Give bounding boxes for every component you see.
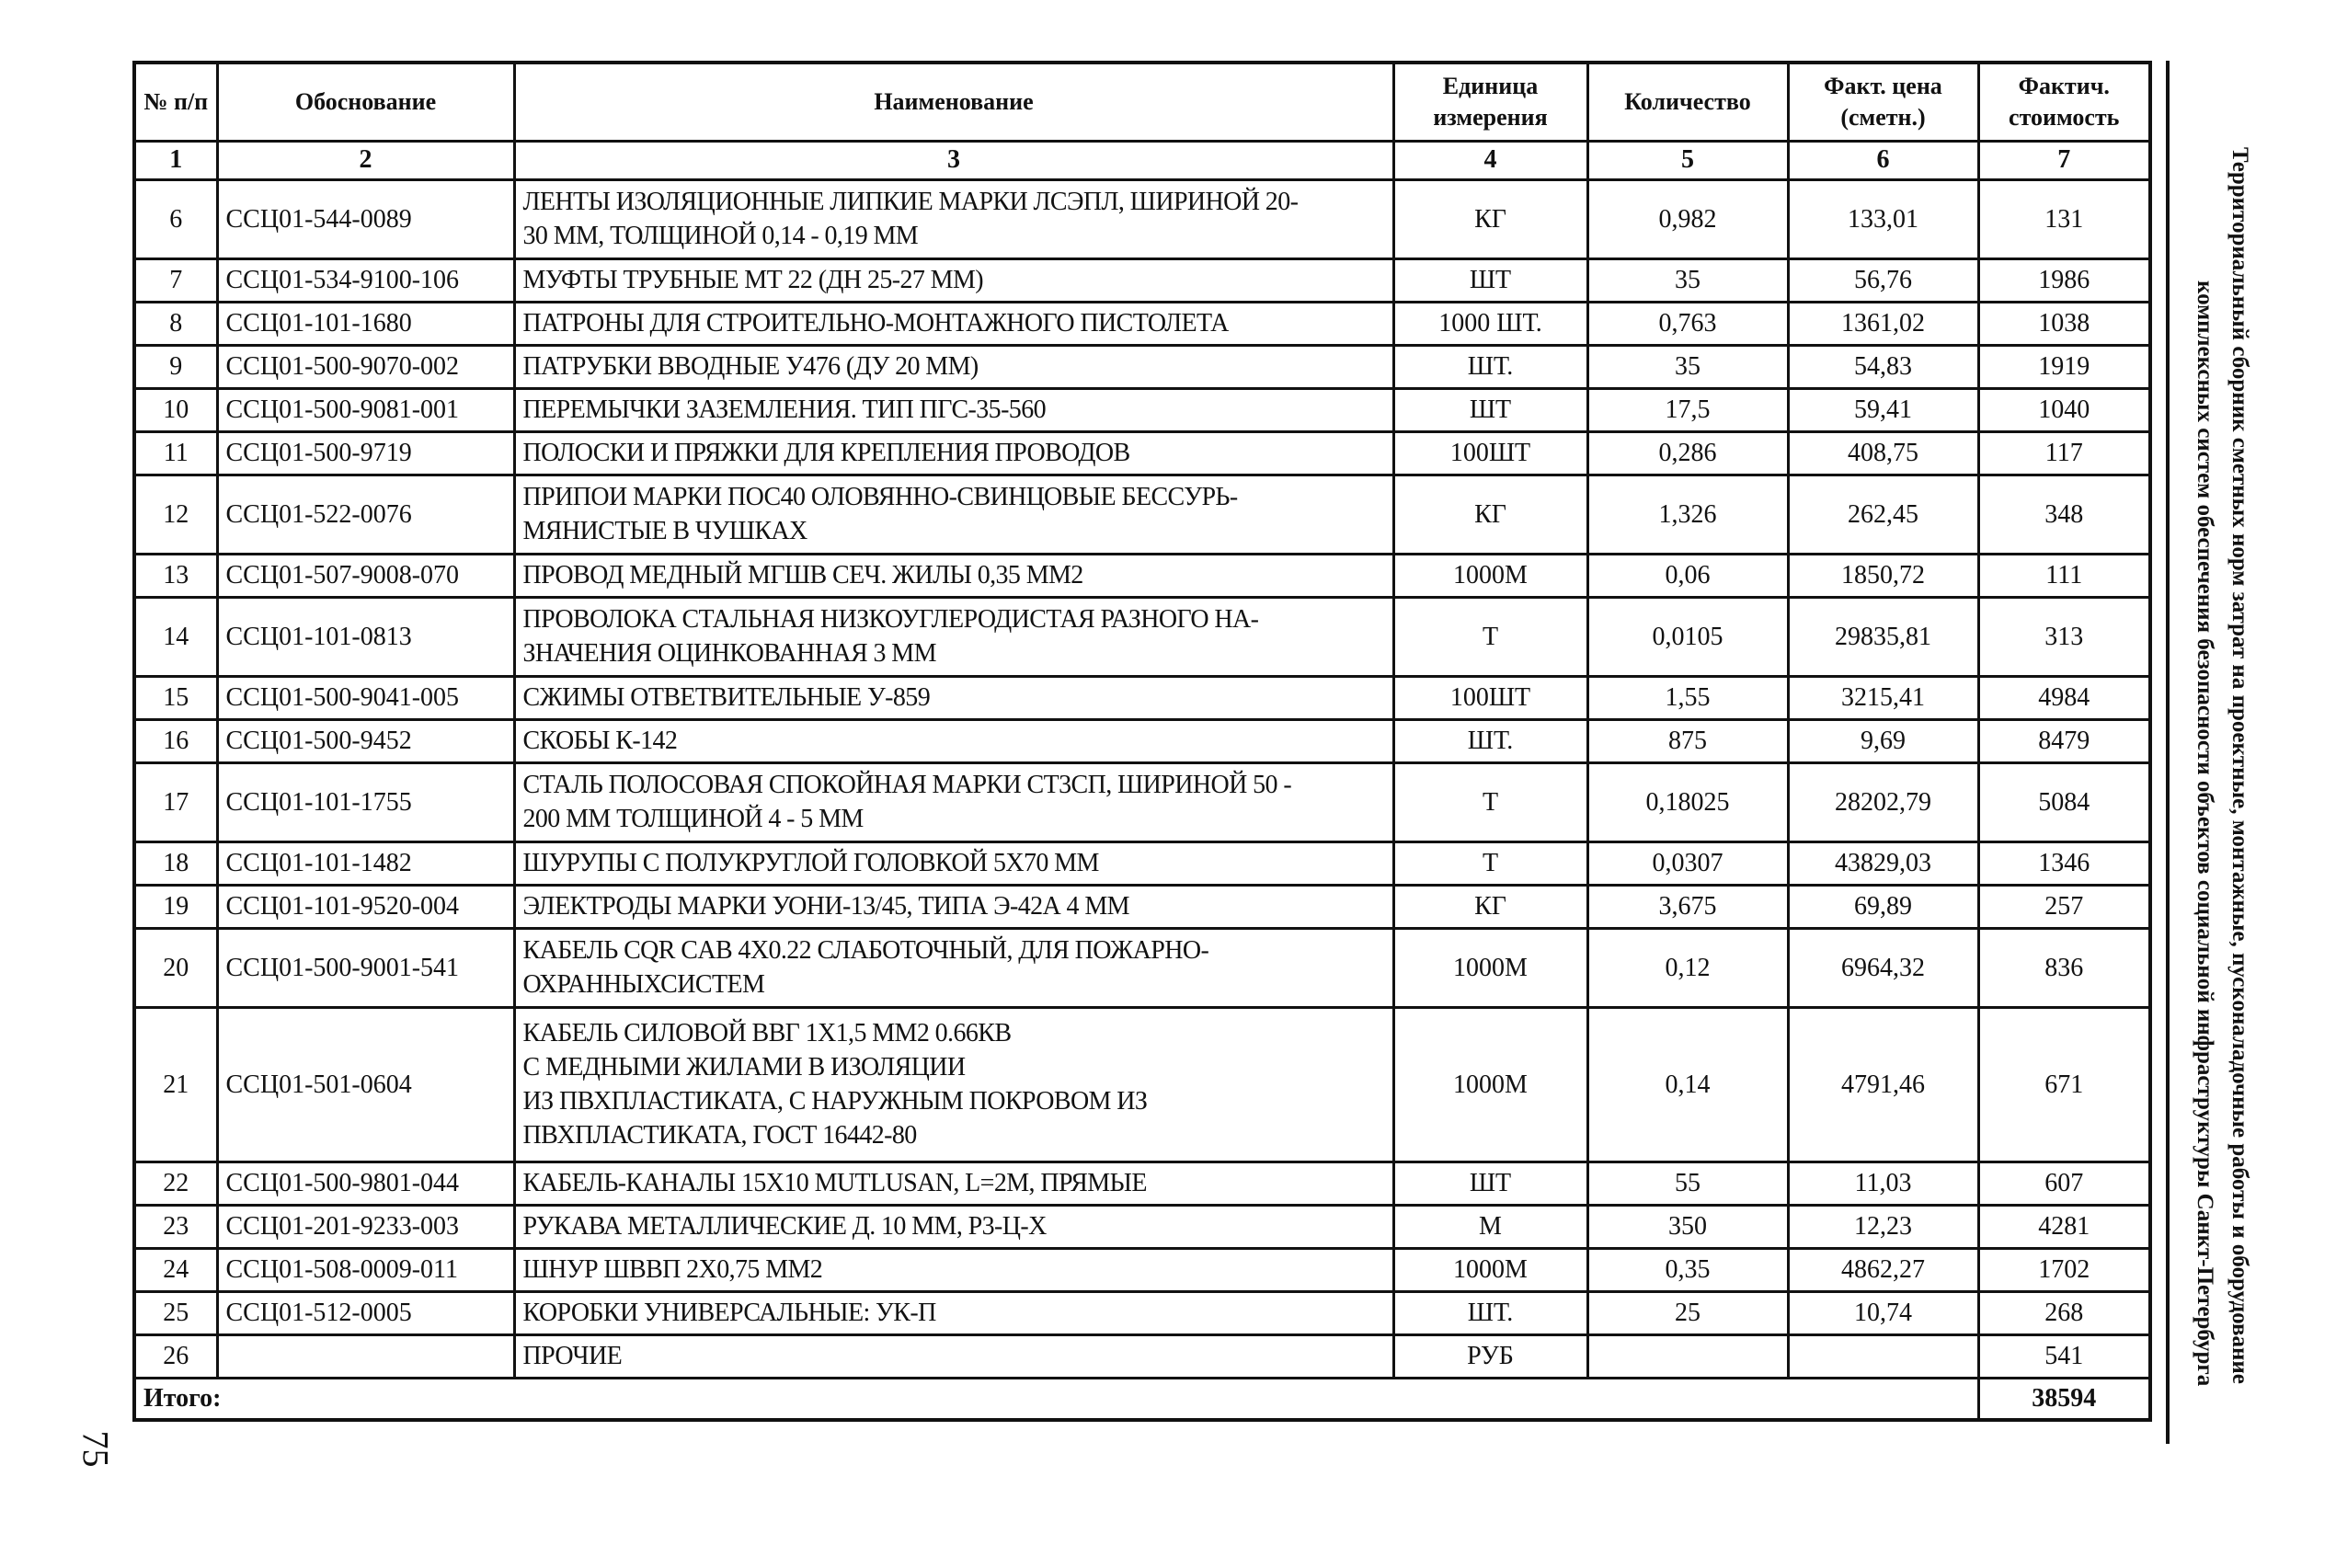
row-cost: 1346	[1978, 841, 2150, 885]
page-number: 75	[74, 1430, 117, 1468]
row-unit: ШТ	[1393, 258, 1587, 302]
row-cost: 4984	[1978, 676, 2150, 719]
total-row	[134, 1378, 2150, 1420]
row-quantity: 25	[1587, 1291, 1788, 1334]
row-name: КАБЕЛЬ СИЛОВОЙ ВВГ 1Х1,5 ММ2 0.66КВ С МЕДНЫМИ ЖИЛАМИ В ИЗОЛЯЦИИ ИЗ ПВХПЛАСТИКАТА, С НАРУЖНЫМ ПОКРОВОМ ИЗ ПВХПЛАСТИКАТА, ГОСТ 16442-80	[514, 1007, 1393, 1162]
header-price: Факт. цена (сметн.)	[1788, 63, 1978, 141]
header-number: № п/п	[134, 63, 217, 141]
row-unit: 1000 ШТ.	[1393, 302, 1587, 345]
row-cost: 111	[1978, 554, 2150, 597]
column-number: 1	[134, 141, 217, 179]
row-basis-code: ССЦ01-101-1680	[217, 302, 514, 345]
row-unit: КГ	[1393, 885, 1587, 928]
row-cost: 313	[1978, 597, 2150, 676]
row-cost: 1038	[1978, 302, 2150, 345]
row-name: СТАЛЬ ПОЛОСОВАЯ СПОКОЙНАЯ МАРКИ СТ3СП, ШИРИНОЙ 50 - 200 ММ ТОЛЩИНОЙ 4 - 5 ММ	[514, 762, 1393, 841]
row-basis-code: ССЦ01-500-9081-001	[217, 388, 514, 431]
row-name: ЭЛЕКТРОДЫ МАРКИ УОНИ-13/45, ТИПА Э-42А 4 ММ	[514, 885, 1393, 928]
row-price: 69,89	[1788, 885, 1978, 928]
header-quantity: Количество	[1587, 63, 1788, 141]
row-basis-code: ССЦ01-500-9719	[217, 431, 514, 475]
row-quantity: 0,12	[1587, 928, 1788, 1007]
row-unit: ШТ.	[1393, 345, 1587, 388]
row-name: КАБЕЛЬ-КАНАЛЫ 15Х10 MUTLUSAN, L=2М, ПРЯМЫЕ	[514, 1162, 1393, 1205]
row-basis-code: ССЦ01-508-0009-011	[217, 1248, 514, 1291]
table-row	[134, 762, 2150, 841]
row-name: ПАТРОНЫ ДЛЯ СТРОИТЕЛЬНО-МОНТАЖНОГО ПИСТОЛЕТА	[514, 302, 1393, 345]
column-number: 7	[1978, 141, 2150, 179]
row-quantity: 0,14	[1587, 1007, 1788, 1162]
table-row	[134, 1205, 2150, 1248]
table-row	[134, 1248, 2150, 1291]
margin-rule	[2166, 61, 2170, 1444]
row-price: 1850,72	[1788, 554, 1978, 597]
header-cost: Фактич. стоимость	[1978, 63, 2150, 141]
row-price: 43829,03	[1788, 841, 1978, 885]
row-basis-code: ССЦ01-544-0089	[217, 179, 514, 258]
row-number: 12	[134, 475, 217, 554]
row-unit: 1000М	[1393, 1007, 1587, 1162]
row-unit: Т	[1393, 597, 1587, 676]
row-cost: 348	[1978, 475, 2150, 554]
row-cost: 1040	[1978, 388, 2150, 431]
table-row	[134, 554, 2150, 597]
row-price: 59,41	[1788, 388, 1978, 431]
row-cost: 671	[1978, 1007, 2150, 1162]
row-cost: 541	[1978, 1334, 2150, 1378]
row-number: 14	[134, 597, 217, 676]
table-row	[134, 345, 2150, 388]
side-title-line-2: комплексных систем обеспечения безопасности объектов социальной инфраструктуры Санкт-Петербурга	[2193, 280, 2217, 1387]
row-name: ШУРУПЫ С ПОЛУКРУГЛОЙ ГОЛОВКОЙ 5Х70 ММ	[514, 841, 1393, 885]
row-price: 4862,27	[1788, 1248, 1978, 1291]
row-unit: ШТ	[1393, 388, 1587, 431]
row-price: 56,76	[1788, 258, 1978, 302]
row-number: 11	[134, 431, 217, 475]
row-number: 10	[134, 388, 217, 431]
row-quantity	[1587, 1334, 1788, 1378]
row-price: 408,75	[1788, 431, 1978, 475]
row-basis-code: ССЦ01-500-9801-044	[217, 1162, 514, 1205]
row-basis-code: ССЦ01-534-9100-106	[217, 258, 514, 302]
row-price: 3215,41	[1788, 676, 1978, 719]
row-price: 11,03	[1788, 1162, 1978, 1205]
row-basis-code: ССЦ01-101-1755	[217, 762, 514, 841]
row-price: 10,74	[1788, 1291, 1978, 1334]
row-cost: 268	[1978, 1291, 2150, 1334]
row-unit: ШТ	[1393, 1162, 1587, 1205]
row-number: 19	[134, 885, 217, 928]
row-unit: Т	[1393, 762, 1587, 841]
row-name: ПРОВОД МЕДНЫЙ МГШВ СЕЧ. ЖИЛЫ 0,35 ММ2	[514, 554, 1393, 597]
row-unit: КГ	[1393, 179, 1587, 258]
table-row	[134, 302, 2150, 345]
row-basis-code: ССЦ01-101-0813	[217, 597, 514, 676]
row-unit: Т	[1393, 841, 1587, 885]
row-basis-code: ССЦ01-101-9520-004	[217, 885, 514, 928]
table-row	[134, 179, 2150, 258]
row-price: 9,69	[1788, 719, 1978, 762]
column-number: 4	[1393, 141, 1587, 179]
row-quantity: 0,06	[1587, 554, 1788, 597]
row-price: 4791,46	[1788, 1007, 1978, 1162]
row-quantity: 0,0307	[1587, 841, 1788, 885]
table-row	[134, 1162, 2150, 1205]
row-quantity: 55	[1587, 1162, 1788, 1205]
row-cost: 836	[1978, 928, 2150, 1007]
row-quantity: 350	[1587, 1205, 1788, 1248]
row-unit: 1000М	[1393, 928, 1587, 1007]
row-price: 12,23	[1788, 1205, 1978, 1248]
table-row	[134, 431, 2150, 475]
row-quantity: 0,286	[1587, 431, 1788, 475]
column-number-row	[134, 141, 2150, 179]
side-title-line-1: Территориальный сборник сметных норм затрат на проектные, монтажные, пусконаладочные работы и оборудование	[2227, 147, 2252, 1384]
row-basis-code: ССЦ01-500-9452	[217, 719, 514, 762]
row-number: 15	[134, 676, 217, 719]
row-number: 20	[134, 928, 217, 1007]
table-row	[134, 475, 2150, 554]
row-name: КОРОБКИ УНИВЕРСАЛЬНЫЕ: УК-П	[514, 1291, 1393, 1334]
row-number: 16	[134, 719, 217, 762]
row-number: 6	[134, 179, 217, 258]
row-quantity: 0,0105	[1587, 597, 1788, 676]
row-name: ПОЛОСКИ И ПРЯЖКИ ДЛЯ КРЕПЛЕНИЯ ПРОВОДОВ	[514, 431, 1393, 475]
row-cost: 1919	[1978, 345, 2150, 388]
row-basis-code: ССЦ01-500-9001-541	[217, 928, 514, 1007]
table-row	[134, 841, 2150, 885]
row-number: 24	[134, 1248, 217, 1291]
row-unit: 1000М	[1393, 554, 1587, 597]
row-number: 13	[134, 554, 217, 597]
row-name: СЖИМЫ ОТВЕТВИТЕЛЬНЫЕ У-859	[514, 676, 1393, 719]
header-basis: Обоснование	[217, 63, 514, 141]
total-value: 38594	[1978, 1378, 2150, 1420]
row-quantity: 17,5	[1587, 388, 1788, 431]
row-cost: 8479	[1978, 719, 2150, 762]
row-name: РУКАВА МЕТАЛЛИЧЕСКИЕ Д. 10 ММ, Р3-Ц-Х	[514, 1205, 1393, 1248]
table-row	[134, 885, 2150, 928]
row-quantity: 1,326	[1587, 475, 1788, 554]
table-row	[134, 388, 2150, 431]
column-number: 6	[1788, 141, 1978, 179]
row-number: 17	[134, 762, 217, 841]
row-cost: 607	[1978, 1162, 2150, 1205]
table-row	[134, 676, 2150, 719]
row-name: СКОБЫ К-142	[514, 719, 1393, 762]
row-price: 133,01	[1788, 179, 1978, 258]
row-price: 28202,79	[1788, 762, 1978, 841]
row-quantity: 0,18025	[1587, 762, 1788, 841]
table-body	[134, 179, 2150, 1378]
table-row	[134, 258, 2150, 302]
column-number: 5	[1587, 141, 1788, 179]
row-name: МУФТЫ ТРУБНЫЕ МТ 22 (ДН 25-27 ММ)	[514, 258, 1393, 302]
row-unit: М	[1393, 1205, 1587, 1248]
row-quantity: 875	[1587, 719, 1788, 762]
column-number: 3	[514, 141, 1393, 179]
row-basis-code: ССЦ01-507-9008-070	[217, 554, 514, 597]
row-quantity: 3,675	[1587, 885, 1788, 928]
row-price: 6964,32	[1788, 928, 1978, 1007]
row-unit: 100ШТ	[1393, 431, 1587, 475]
row-basis-code: ССЦ01-500-9041-005	[217, 676, 514, 719]
table-row	[134, 928, 2150, 1007]
row-unit: 100ШТ	[1393, 676, 1587, 719]
row-quantity: 0,982	[1587, 179, 1788, 258]
row-name: ПЕРЕМЫЧКИ ЗАЗЕМЛЕНИЯ. ТИП ПГС-35-560	[514, 388, 1393, 431]
row-number: 25	[134, 1291, 217, 1334]
row-price	[1788, 1334, 1978, 1378]
estimate-table	[132, 61, 2152, 1422]
row-unit: ШТ.	[1393, 719, 1587, 762]
table-row	[134, 1334, 2150, 1378]
row-basis-code: ССЦ01-501-0604	[217, 1007, 514, 1162]
row-unit: КГ	[1393, 475, 1587, 554]
header-row	[134, 63, 2150, 141]
row-basis-code: ССЦ01-522-0076	[217, 475, 514, 554]
row-price: 54,83	[1788, 345, 1978, 388]
row-cost: 131	[1978, 179, 2150, 258]
row-name: КАБЕЛЬ CQR CAB 4X0.22 СЛАБОТОЧНЫЙ, ДЛЯ ПОЖАРНО- ОХРАННЫХСИСТЕМ	[514, 928, 1393, 1007]
row-cost: 257	[1978, 885, 2150, 928]
row-name: ПРОЧИЕ	[514, 1334, 1393, 1378]
row-number: 26	[134, 1334, 217, 1378]
row-basis-code: ССЦ01-201-9233-003	[217, 1205, 514, 1248]
row-price: 29835,81	[1788, 597, 1978, 676]
row-unit: РУБ	[1393, 1334, 1587, 1378]
row-name: ШНУР ШВВП 2Х0,75 ММ2	[514, 1248, 1393, 1291]
column-number: 2	[217, 141, 514, 179]
row-basis-code: ССЦ01-500-9070-002	[217, 345, 514, 388]
row-unit: 1000М	[1393, 1248, 1587, 1291]
table-row	[134, 1007, 2150, 1162]
row-name: ПРОВОЛОКА СТАЛЬНАЯ НИЗКОУГЛЕРОДИСТАЯ РАЗНОГО НА- ЗНАЧЕНИЯ ОЦИНКОВАННАЯ 3 ММ	[514, 597, 1393, 676]
row-basis-code: ССЦ01-512-0005	[217, 1291, 514, 1334]
row-unit: ШТ.	[1393, 1291, 1587, 1334]
row-number: 23	[134, 1205, 217, 1248]
header-unit: Единица измерения	[1393, 63, 1587, 141]
row-quantity: 0,35	[1587, 1248, 1788, 1291]
row-price: 262,45	[1788, 475, 1978, 554]
row-name: ПАТРУБКИ ВВОДНЫЕ У476 (ДУ 20 ММ)	[514, 345, 1393, 388]
row-number: 21	[134, 1007, 217, 1162]
row-name: ЛЕНТЫ ИЗОЛЯЦИОННЫЕ ЛИПКИЕ МАРКИ ЛСЭПЛ, ШИРИНОЙ 20- 30 ММ, ТОЛЩИНОЙ 0,14 - 0,19 ММ	[514, 179, 1393, 258]
row-number: 7	[134, 258, 217, 302]
row-price: 1361,02	[1788, 302, 1978, 345]
total-label: Итого:	[134, 1378, 1978, 1420]
row-number: 8	[134, 302, 217, 345]
header-name: Наименование	[514, 63, 1393, 141]
table-row	[134, 597, 2150, 676]
row-number: 18	[134, 841, 217, 885]
row-cost: 4281	[1978, 1205, 2150, 1248]
row-quantity: 0,763	[1587, 302, 1788, 345]
row-quantity: 35	[1587, 345, 1788, 388]
row-number: 9	[134, 345, 217, 388]
row-cost: 117	[1978, 431, 2150, 475]
row-quantity: 1,55	[1587, 676, 1788, 719]
row-cost: 1986	[1978, 258, 2150, 302]
row-name: ПРИПОИ МАРКИ ПОС40 ОЛОВЯННО-СВИНЦОВЫЕ БЕССУРЬ- МЯНИСТЫЕ В ЧУШКАХ	[514, 475, 1393, 554]
table-row	[134, 719, 2150, 762]
row-cost: 5084	[1978, 762, 2150, 841]
row-quantity: 35	[1587, 258, 1788, 302]
row-cost: 1702	[1978, 1248, 2150, 1291]
row-basis-code: ССЦ01-101-1482	[217, 841, 514, 885]
table-row	[134, 1291, 2150, 1334]
row-basis-code	[217, 1334, 514, 1378]
row-number: 22	[134, 1162, 217, 1205]
